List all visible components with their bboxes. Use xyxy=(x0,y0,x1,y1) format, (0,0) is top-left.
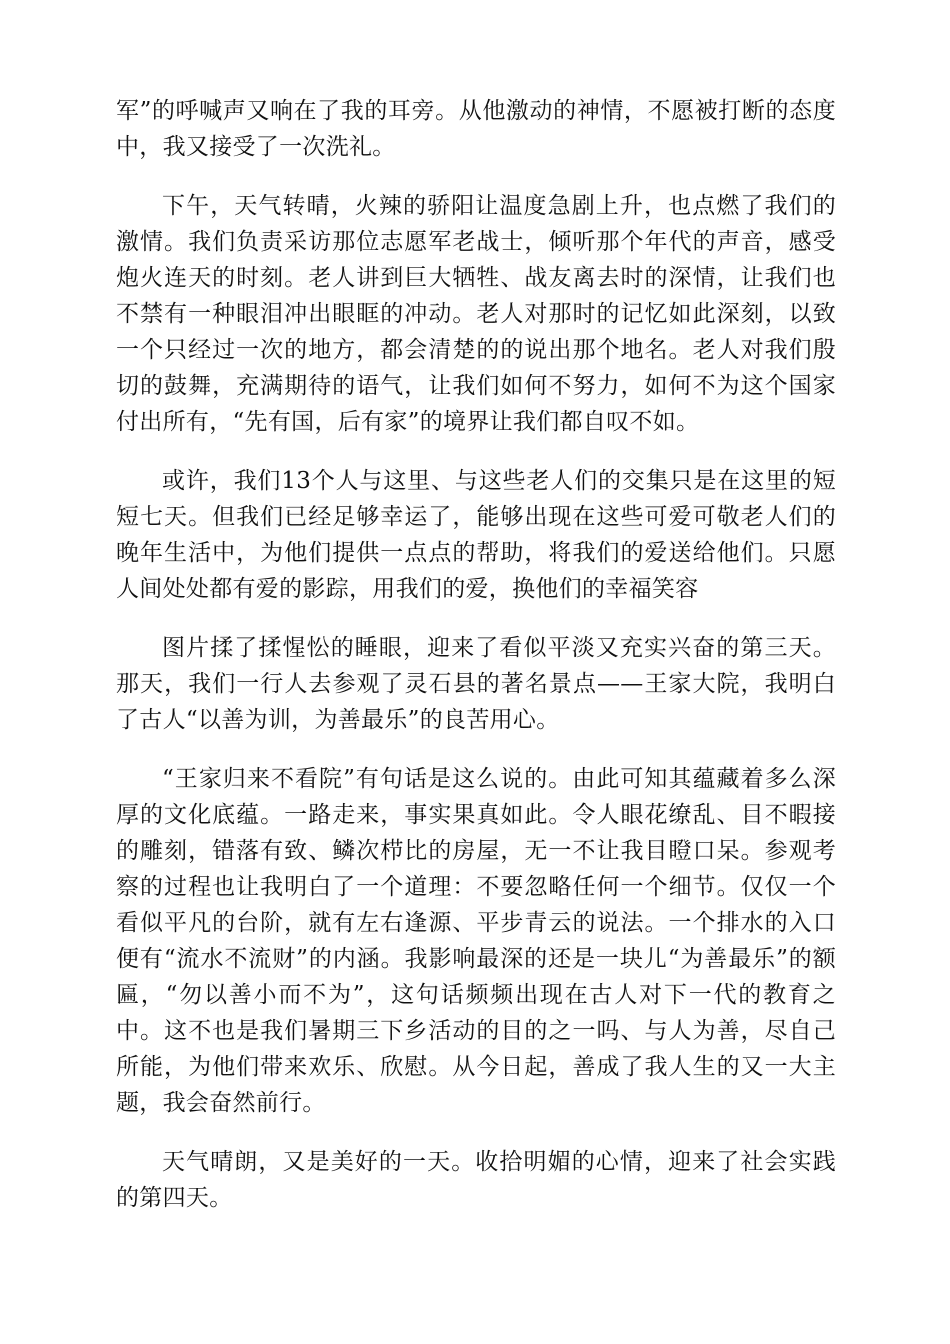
paragraph-third-day: 图片揉了揉惺忪的睡眼，迎来了看似平淡又充实兴奋的第三天。那天，我们一行人去参观了灵石县的著名景点——王家大院，我明白了古人“以善为训，为善最乐”的良苦用心。 xyxy=(116,635,836,733)
paragraph-continuation: 军”的呼喊声又响在了我的耳旁。从他激动的神情，不愿被打断的态度中，我又接受了一次洗礼。 xyxy=(116,98,836,160)
paragraph-seven-days: 或许，我们13个人与这里、与这些老人们的交集只是在这里的短短七天。但我们已经足够幸运了，能够出现在这些可爱可敬老人们的晚年生活中，为他们提供一点点的帮助，将我们的爱送给他们。只愿人间处处都有爱的影踪，用我们的爱，换他们的幸福笑容 xyxy=(116,468,836,602)
document-body xyxy=(116,93,836,1239)
paragraph-interview: 下午，天气转晴，火辣的骄阳让温度急剧上升，也点燃了我们的激情。我们负责采访那位志愿军老战士，倾听那个年代的声音，感受炮火连天的时刻。老人讲到巨大牺牲、战友离去时的深情，让我们也不禁有一种眼泪冲出眼眶的冲动。老人对那时的记忆如此深刻，以致一个只经过一次的地方，都会清楚的的说出那个地名。老人对我们殷切的鼓舞，充满期待的语气，让我们如何不努力，如何不为这个国家付出所有，“先有国，后有家”的境界让我们都自叹不如。 xyxy=(116,193,836,435)
paragraph-wang-family-compound: “王家归来不看院”有句话是这么说的。由此可知其蕴藏着多么深厚的文化底蕴。一路走来，事实果真如此。令人眼花缭乱、目不暇接的雕刻，错落有致、鳞次栉比的房屋，无一不让我目瞪口呆。参观考察的过程也让我明白了一个道理：不要忽略任何一个细节。仅仅一个看似平凡的台阶，就有左右逢源、平步青云的说法。一个排水的入口便有“流水不流财”的内涵。我影响最深的还是一块儿“为善最乐”的额匾，“勿以善小而不为”，这句话频频出现在古人对下一代的教育之中。这不也是我们暑期三下乡活动的目的之一吗、与人为善，尽自己所能，为他们带来欢乐、欣慰。从今日起，善成了我人生的又一大主题，我会奋然前行。 xyxy=(116,766,836,1116)
paragraph-fourth-day: 天气晴朗，又是美好的一天。收拾明媚的心情，迎来了社会实践的第四天。 xyxy=(116,1149,836,1211)
